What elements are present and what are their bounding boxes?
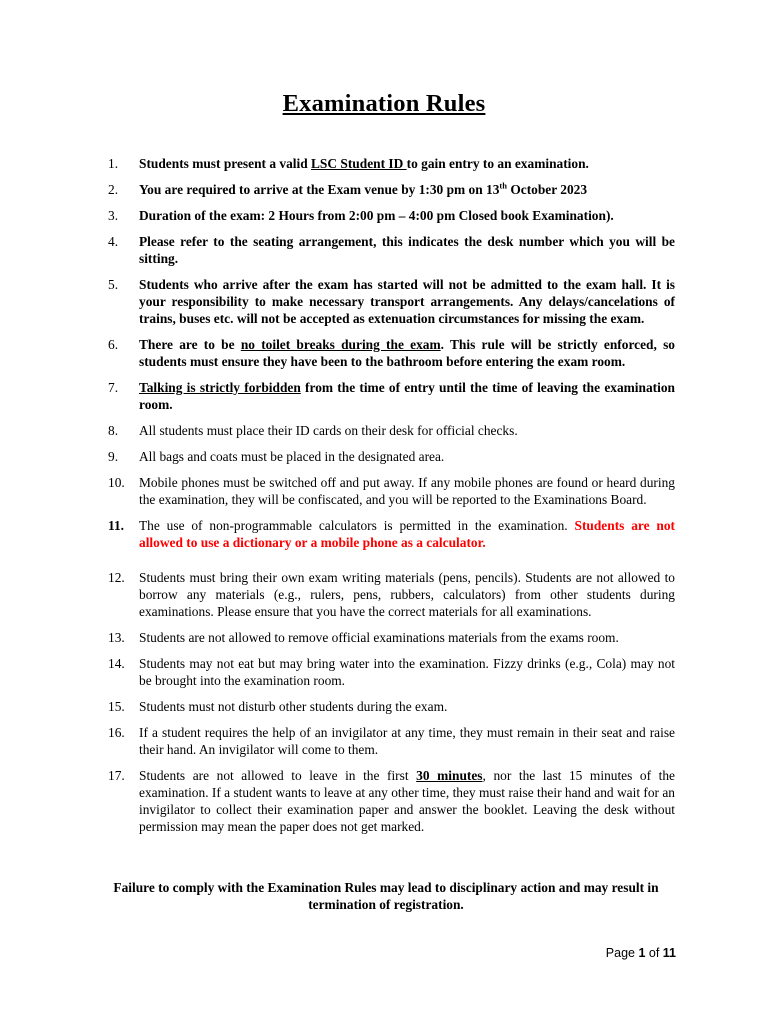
red-warning-text: Students are not allowed to use a dictionary or a mobile phone as a calculator.: [139, 518, 676, 550]
rule-number: 14.: [108, 656, 125, 671]
rule-number: 4.: [108, 234, 119, 249]
rule-14: 14. Students may not eat but may bring water into the examination. Fizzy drinks (e.g., Cola) may not be brought into the examination room.: [108, 656, 675, 688]
rule-3: 3. Duration of the exam: 2 Hours from 2:00 pm – 4:00 pm Closed book Examination).: [108, 208, 614, 223]
rule-16: 16. If a student requires the help of an invigilator at any time, they must remain in their seat and raise their hand. An invigilator will come to them.: [108, 725, 675, 757]
rule-number: 5.: [108, 277, 119, 292]
rule-7: 7. Talking is strictly forbidden from the time of entry until the time of leaving the examination room.: [108, 380, 675, 412]
rule-12: 12. Students must bring their own exam writing materials (pens, pencils). Students are not allowed to borrow any materials (e.g., rulers, pens, rubbers, calculators) from other students during examinations. Please ensure that you have the correct materials for all examinations.: [108, 570, 675, 619]
rule-number: 2.: [108, 182, 119, 197]
rule-15: 15. Students must not disturb other students during the exam.: [108, 699, 448, 714]
rule-13: 13. Students are not allowed to remove official examinations materials from the exams room.: [108, 630, 619, 645]
rule-4: 4. Please refer to the seating arrangement, this indicates the desk number which you will be sitting.: [108, 234, 675, 266]
rule-number: 7.: [108, 380, 119, 395]
rule-1: 1. Students must present a valid LSC Student ID to gain entry to an examination.: [108, 156, 589, 171]
rules-list: [108, 155, 675, 844]
rule-number: 9.: [108, 449, 119, 464]
rule-number: 1.: [108, 156, 119, 171]
rule-8: 8. All students must place their ID cards on their desk for official checks.: [108, 423, 518, 438]
rule-number: 16.: [108, 725, 125, 740]
rule-number: 3.: [108, 208, 119, 223]
page-number: Page 1 of 11: [605, 946, 676, 960]
rule-number: 12.: [108, 570, 125, 585]
rule-number: 13.: [108, 630, 125, 645]
rule-number: 6.: [108, 337, 119, 352]
rule-number: 11.: [108, 518, 124, 533]
rule-number: 15.: [108, 699, 125, 714]
rule-5: 5. Students who arrive after the exam has started will not be admitted to the exam hall. It is your responsibility to make necessary transport arrangements. Any delays/cancelations of trains, buses etc. will not be accepted as extenuation circumstances for missing the exam.: [108, 277, 675, 326]
page-title: Examination Rules: [282, 90, 486, 117]
rule-11: 11. The use of non-programmable calculators is permitted in the examination. Students are not allowed to use a dictionary or a mobile phone as a calculator.: [108, 518, 676, 550]
rule-6: 6. There are to be no toilet breaks during the exam. This rule will be strictly enforced, so students must ensure they have been to the bathroom before entering the exam room.: [108, 337, 675, 369]
rule-2: 2. You are required to arrive at the Exam venue by 1:30 pm on 13th October 2023: [108, 180, 588, 197]
rule-9: 9. All bags and coats must be placed in the designated area.: [108, 449, 445, 464]
closing-warning: Failure to comply with the Examination Rules may lead to disciplinary action and may result in termination of registration.: [113, 880, 659, 912]
rule-17: 17. Students are not allowed to leave in the first 30 minutes, nor the last 15 minutes of the examination. If a student wants to leave at any other time, they must raise their hand and wait for an invigilator to collect their examination paper and answer the booklet. Leaving the desk without permission may mean the paper does not get marked.: [108, 768, 675, 834]
rule-number: 10.: [108, 475, 125, 490]
rule-number: 17.: [108, 768, 125, 783]
rule-10: 10. Mobile phones must be switched off and put away. If any mobile phones are found or heard during the examination, they will be confiscated, and you will be reported to the Examinations Board.: [108, 475, 675, 507]
rule-number: 8.: [108, 423, 119, 438]
